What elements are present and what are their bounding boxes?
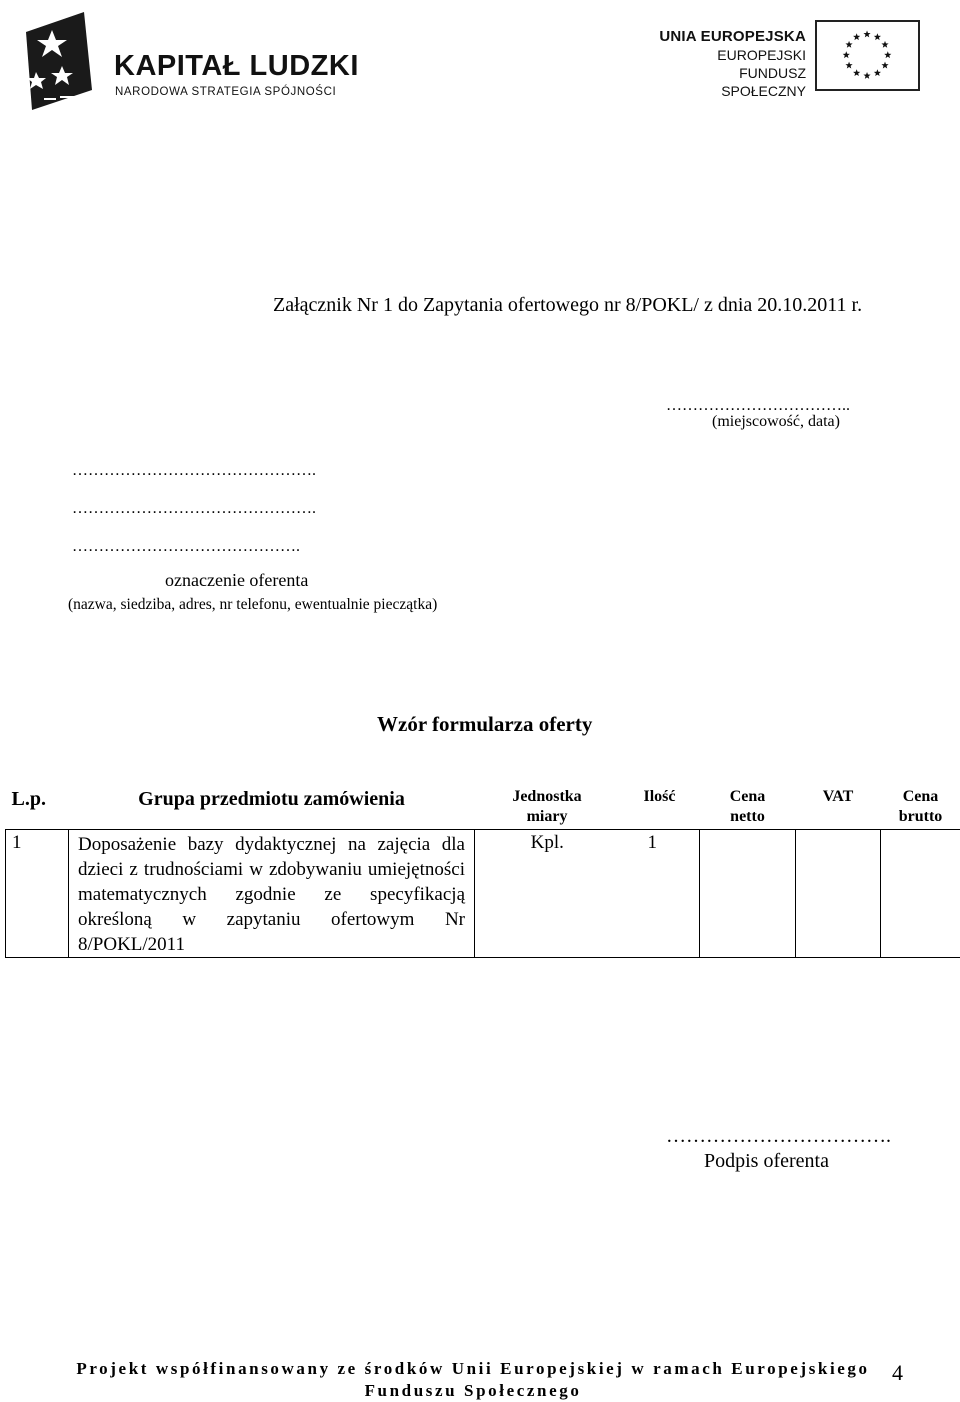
place-date-field: ……………………………..: [666, 397, 850, 415]
row-unit: Kpl.: [475, 829, 620, 957]
footer-line-1: Projekt współfinansowany ze środków Unii Europejskiej w ramach Europejskiego: [68, 1358, 878, 1380]
eu-logo: [655, 20, 920, 96]
bidder-sublabel: (nazwa, siedziba, adres, nr telefonu, ewentualnie pieczątka): [68, 596, 437, 614]
header-group: Grupa przedmiotu zamówienia: [69, 787, 475, 829]
header-net: [700, 787, 796, 829]
bidder-line-3: …………………………………….: [72, 538, 300, 556]
header-gross-line2: brutto: [881, 807, 960, 827]
header-qty: Ilość: [620, 787, 700, 829]
eu-logo-line2: EUROPEJSKI: [655, 46, 806, 64]
row-lp: 1: [6, 829, 69, 957]
row-net: [700, 829, 796, 957]
header-unit-line2: miary: [475, 807, 620, 827]
bidder-label: oznaczenie oferenta: [165, 570, 308, 591]
kapital-ludzki-logo: [22, 12, 342, 112]
signature-label: Podpis oferenta: [704, 1150, 829, 1173]
kapital-ludzki-title: KAPITAŁ LUDZKI: [114, 50, 359, 83]
row-vat: [796, 829, 881, 957]
eu-flag-icon: [815, 20, 920, 91]
row-gross: [881, 829, 960, 957]
header-net-line1: Cena: [700, 787, 796, 807]
header-gross-line1: Cena: [881, 787, 960, 807]
eu-logo-line3: FUNDUSZ SPOŁECZNY: [655, 64, 806, 100]
header-vat: VAT: [796, 787, 881, 829]
offer-table: [5, 787, 960, 958]
table-row: [6, 829, 960, 957]
page-number: 4: [892, 1360, 903, 1386]
header-gross: [881, 787, 960, 829]
kapital-ludzki-emblem-icon: [22, 12, 94, 110]
table-header-row: [6, 787, 960, 829]
kapital-ludzki-subtitle: NARODOWA STRATEGIA SPÓJNOŚCI: [115, 86, 336, 98]
bidder-line-2: ……………………………………….: [72, 500, 316, 518]
form-title: Wzór formularza oferty: [377, 712, 592, 737]
header-net-line2: netto: [700, 807, 796, 827]
annex-reference: Załącznik Nr 1 do Zapytania ofertowego nr 8/POKL/ z dnia 20.10.2011 r.: [273, 294, 862, 317]
footer-note: [68, 1358, 878, 1402]
eu-logo-line1: UNIA EUROPEJSKA: [655, 28, 806, 46]
signature-field: …………………………….: [666, 1125, 891, 1148]
header-unit-line1: Jednostka: [475, 787, 620, 807]
row-qty: 1: [620, 829, 700, 957]
header-unit: [475, 787, 620, 829]
bidder-line-1: ……………………………………….: [72, 462, 316, 480]
footer-line-2: Funduszu Społecznego: [68, 1380, 878, 1402]
header-lp: L.p.: [6, 787, 69, 829]
row-description: Doposażenie bazy dydaktycznej na zajęcia dla dzieci z trudnościami w zdobywaniu umiejętności matematycznych zgodnie ze specyfikacją określoną w zapytaniu ofertowym Nr 8/POKL/2011: [69, 829, 475, 957]
place-date-label: (miejscowość, data): [712, 413, 840, 431]
eu-logo-text: [655, 28, 806, 100]
